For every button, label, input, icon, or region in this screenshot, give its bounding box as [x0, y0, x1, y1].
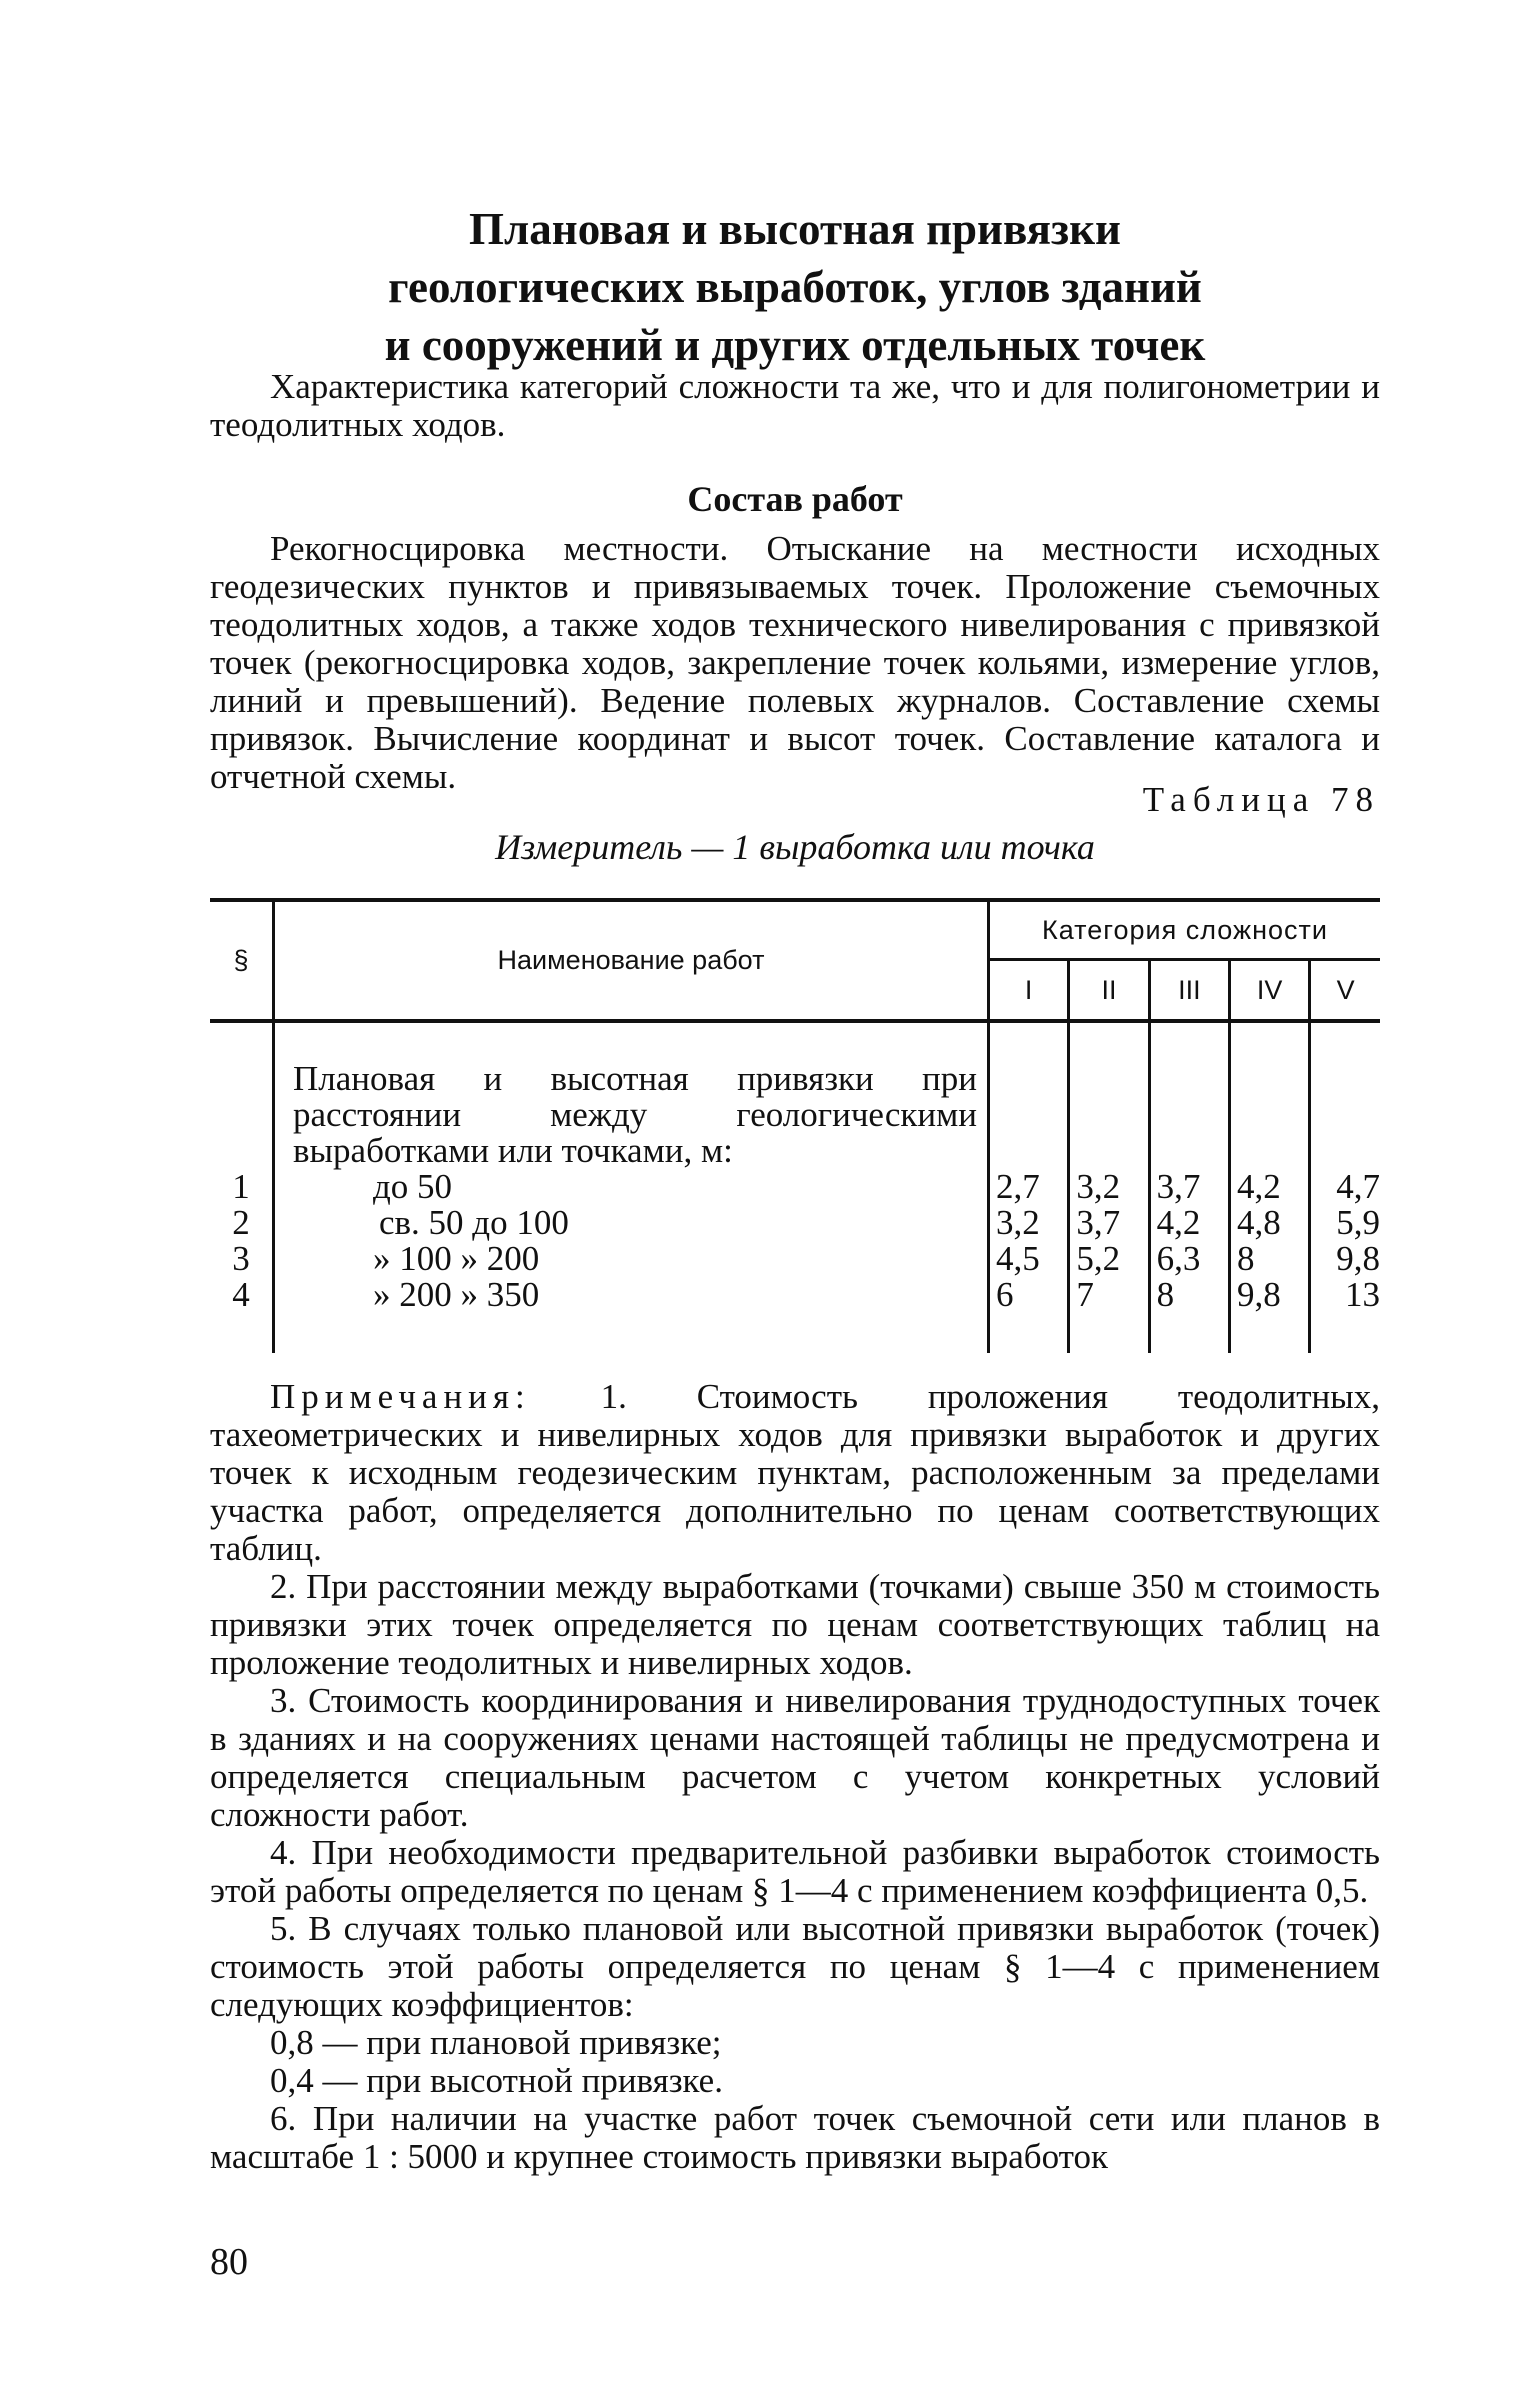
note-4: 4. При необходимости предварительной разбивки выработок стоимость этой работы определяется по ценам § 1—4 с применением коэффициента 0,5.: [210, 1833, 1380, 1910]
note-1-text: 1. Стоимость проложения теодолитных, тахеометрических и нивелирных ходов для привязки выработок и других точек к исходным геодезическим пунктам, расположенным за пределами участка работ, определяется дополнительно по ценам соответствующих таблиц.: [210, 1377, 1381, 1568]
cell-value: 3,2: [1076, 1167, 1121, 1206]
row-name: » 100 » 200: [373, 1239, 540, 1278]
row-name: » 200 » 350: [373, 1275, 540, 1314]
work-description: Рекогносцировка местности. Отыскание на местности исходных геодезических пунктов и привязываемых точек. Проложение съемочных теодолитных ходов, а также ходов технического нивелирования с привязкой точек (рекогносцировка ходов, закрепление точек кольями, измерение углов, линий и превышений). Ведение полевых журналов. Составление схемы привязок. Вычисление координат и высот точек. Составление каталога и отчетной схемы.: [210, 529, 1380, 796]
note-5: 5. В случаях только плановой или высотной привязки выработок (точек) стоимость этой работы определяется по ценам § 1—4 с применением следующих коэффициентов:: [210, 1909, 1380, 2024]
header-category-1: I: [989, 960, 1069, 1022]
note-2: 2. При расстоянии между выработками (точками) свыше 350 м стоимость привязки этих точек определяется по ценам соответствующих таблиц на проложение теодолитных и нивелирных ходов.: [210, 1567, 1380, 1682]
row-number: 1: [232, 1167, 250, 1206]
category-5-column: [1310, 1021, 1380, 1353]
notes-block: [210, 1378, 1380, 2176]
cell-value: 13: [1345, 1275, 1380, 1314]
cell-value: 5,2: [1076, 1239, 1121, 1278]
cell-value: 4,7: [1336, 1167, 1380, 1206]
note-6: 6. При наличии на участке работ точек съемочной сети или планов в масштабе 1 : 5000 и крупнее стоимость привязки выработок: [210, 2099, 1380, 2176]
header-name: Наименование работ: [274, 900, 989, 1021]
intro-paragraph: Характеристика категорий сложности та же, что и для полигонометрии и теодолитных ходов.: [210, 367, 1380, 444]
cell-value: 8: [1156, 1275, 1175, 1314]
cell-value: 9,8: [1336, 1239, 1380, 1278]
cell-value: 3,7: [1156, 1167, 1201, 1206]
notes-label: Примечания:: [270, 1377, 531, 1416]
page-number: 80: [210, 2241, 248, 2283]
cell-value: 3,2: [996, 1203, 1040, 1242]
cell-value: 5,9: [1336, 1203, 1380, 1242]
intro-block: [210, 368, 1380, 444]
note-1: [210, 1378, 1380, 1568]
name-column: [274, 1021, 989, 1353]
header-category-5: V: [1336, 974, 1355, 1005]
header-category-2: II: [1069, 960, 1149, 1022]
cell-value: 4,2: [1156, 1203, 1201, 1242]
cell-value: 4,2: [1236, 1167, 1281, 1206]
header-section: §: [210, 900, 274, 1021]
cell-value: 4,5: [996, 1239, 1040, 1278]
row-number: 4: [232, 1275, 250, 1314]
price-table: [210, 898, 1380, 1353]
cell-value: 6,3: [1156, 1239, 1201, 1278]
table-number: Таблица 78: [1142, 780, 1380, 819]
note-3: 3. Стоимость координирования и нивелирования труднодоступных точек в зданиях и на сооружениях ценами настоящей таблицы не предусмотрена и определяется специальным расчетом с учетом конкретных условий сложности работ.: [210, 1681, 1380, 1834]
row-name: св. 50 до 100: [379, 1203, 569, 1242]
cell-value: 3,7: [1076, 1203, 1121, 1242]
cell-value: 6: [996, 1275, 1014, 1314]
category-2-column: [1069, 1021, 1149, 1353]
page-title: [210, 200, 1380, 374]
cell-value: 8: [1236, 1239, 1255, 1278]
header-category-4: IV: [1229, 960, 1309, 1022]
table-body: [210, 1021, 1380, 1353]
coefficient-2: 0,4 — при высотной привязке.: [270, 2061, 723, 2100]
title-line-2: геологических выработок, углов зданий: [388, 262, 1202, 312]
category-4-column: [1229, 1021, 1309, 1353]
coefficient-1: 0,8 — при плановой привязке;: [270, 2023, 722, 2062]
section-column: [210, 1021, 274, 1353]
header-category-3: III: [1149, 960, 1229, 1022]
cell-value: 7: [1076, 1275, 1094, 1314]
row-name: до 50: [373, 1167, 453, 1206]
row-number: 2: [232, 1203, 250, 1242]
header-category: Категория сложности: [989, 900, 1381, 960]
cell-value: 9,8: [1236, 1275, 1281, 1314]
table-header: [210, 900, 1380, 1021]
category-1-column: [989, 1021, 1069, 1353]
section-heading: Состав работ: [687, 479, 903, 519]
category-3-column: [1149, 1021, 1229, 1353]
title-line-1: Плановая и высотная привязки: [469, 204, 1121, 254]
title-line-3: и сооружений и других отдельных точек: [384, 320, 1206, 370]
cell-value: 4,8: [1236, 1203, 1281, 1242]
row-number: 3: [232, 1239, 250, 1278]
cell-value: 2,7: [996, 1167, 1040, 1206]
table-measure: Измеритель — 1 выработка или точка: [495, 827, 1095, 867]
table-caption-block: [210, 780, 1380, 868]
table-intro-text: Плановая и высотная привязки при расстоянии между геологическими выработками или точками, м:: [293, 1059, 977, 1170]
work-composition-block: [210, 478, 1380, 796]
